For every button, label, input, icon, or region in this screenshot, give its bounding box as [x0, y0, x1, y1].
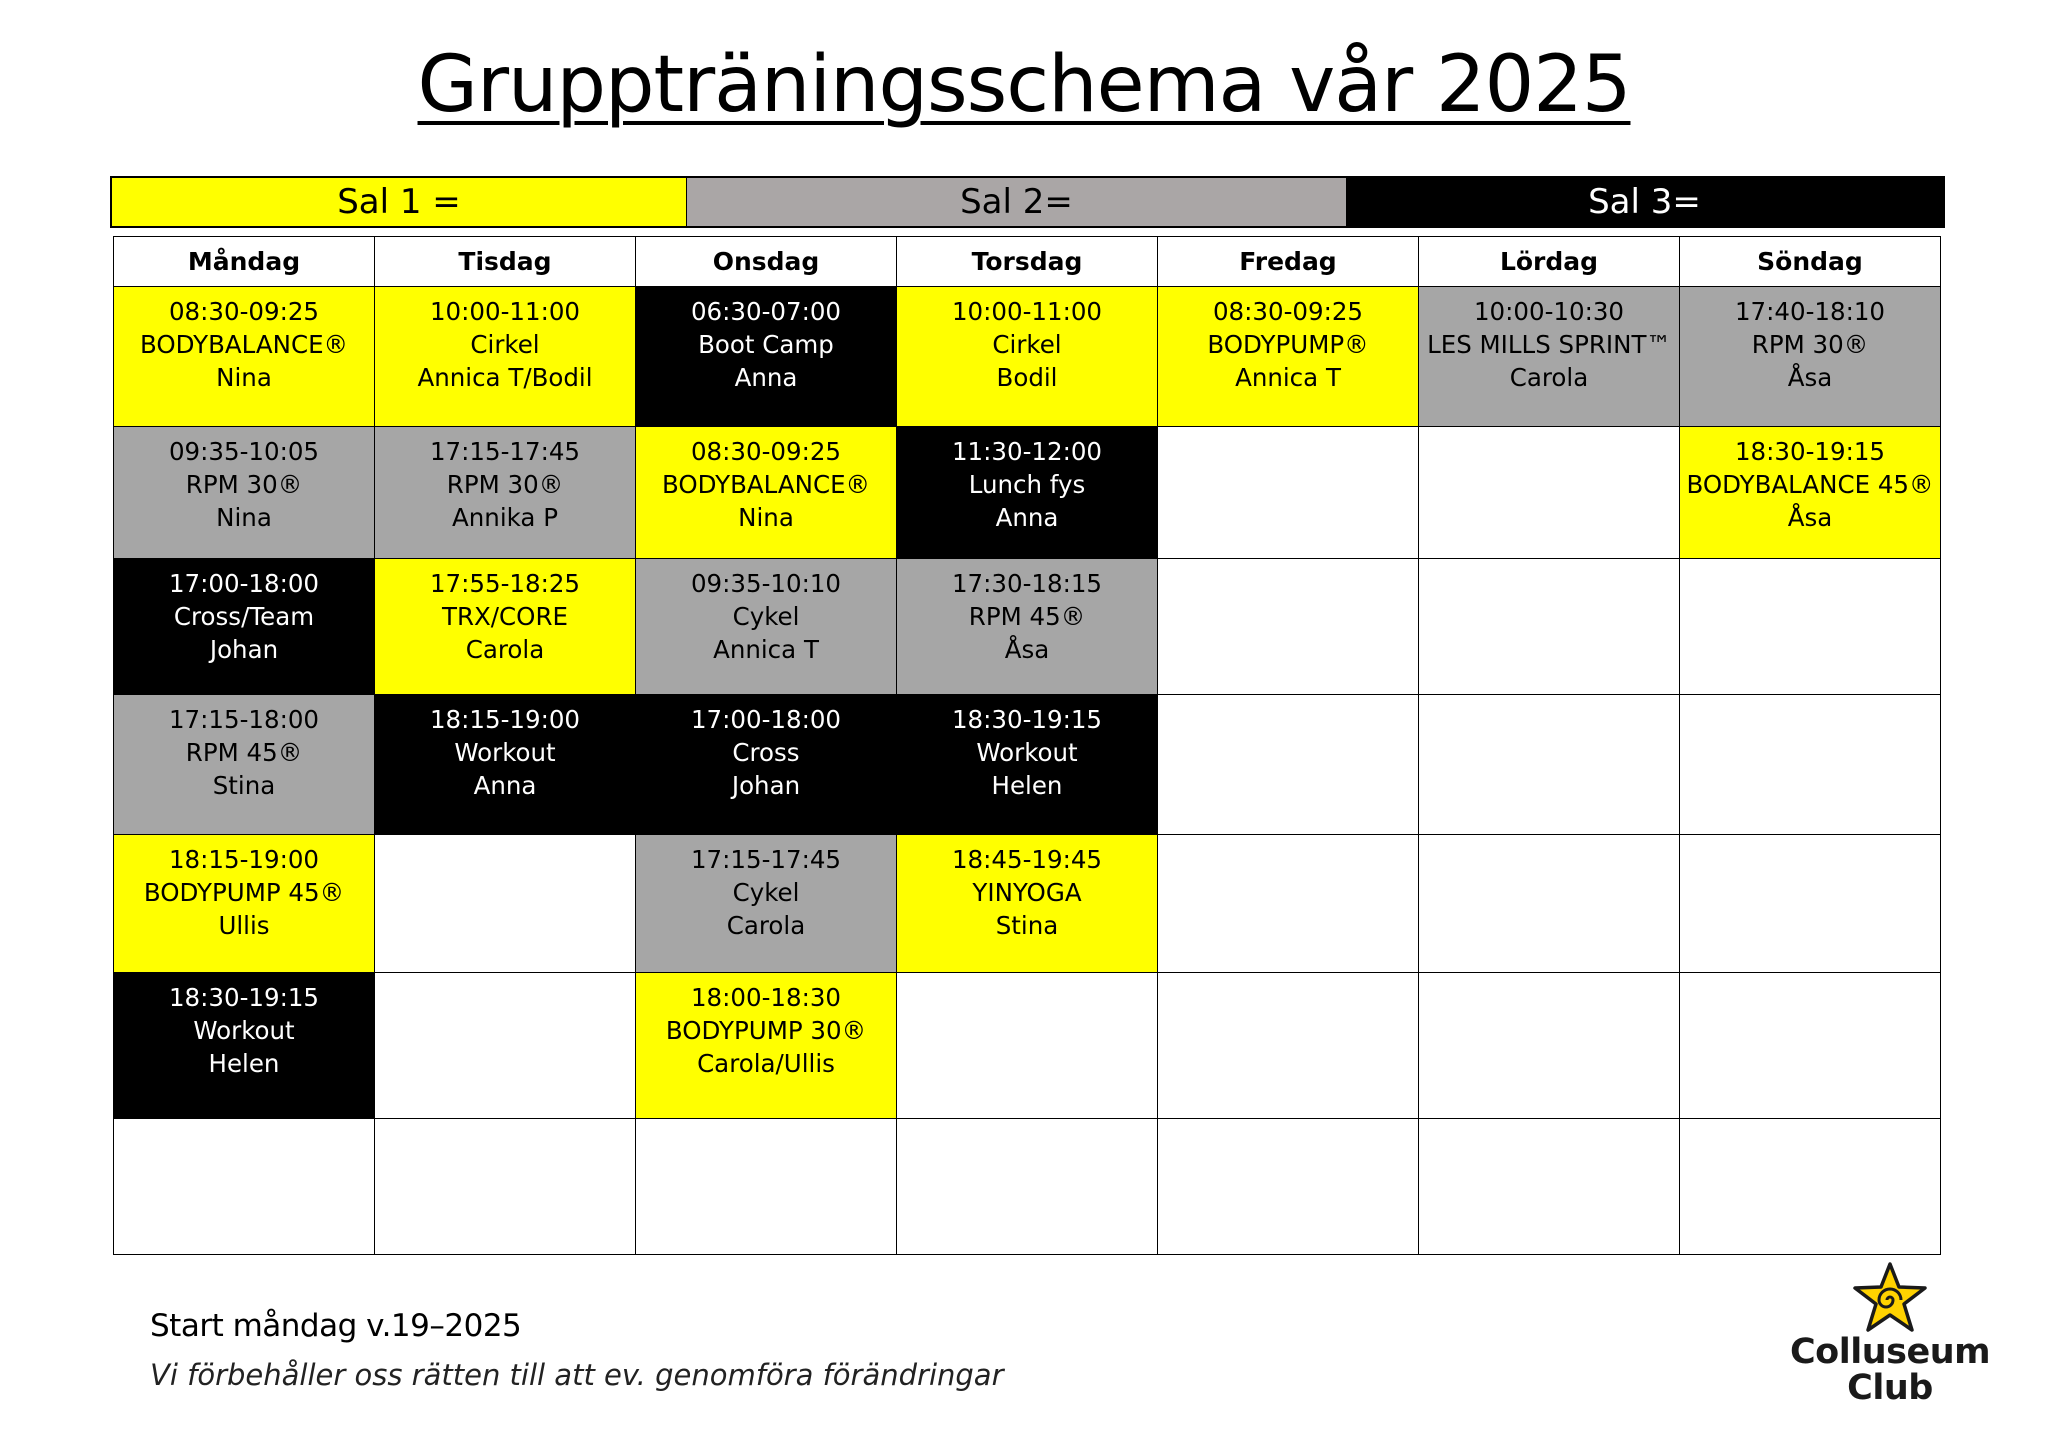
class-name: TRX/CORE [442, 602, 568, 631]
class-instructor: Helen [208, 1049, 280, 1078]
logo-text-line1: Colluseum [1790, 1332, 1991, 1372]
class-time: 17:00-18:00 [690, 705, 842, 734]
empty-cell [375, 835, 636, 973]
class-time: 18:30-19:15 [168, 983, 320, 1012]
class-name: BODYBALANCE 45® [1686, 470, 1934, 499]
class-cell [636, 973, 897, 1119]
class-cell [897, 695, 1158, 835]
class-time: 18:45-19:45 [951, 845, 1103, 874]
class-time: 09:35-10:05 [168, 437, 320, 466]
schedule-row [114, 1119, 1941, 1255]
class-time: 18:15-19:00 [168, 845, 320, 874]
class-cell [114, 559, 375, 695]
class-instructor: Carola/Ullis [697, 1049, 835, 1078]
club-logo [1790, 1262, 1990, 1406]
day-header-row [114, 237, 1941, 287]
class-time: 08:30-09:25 [1212, 297, 1364, 326]
empty-cell [1158, 835, 1419, 973]
class-instructor: Annika P [452, 503, 558, 532]
schedule-row [114, 695, 1941, 835]
class-instructor: Åsa [1787, 363, 1833, 392]
class-time: 17:55-18:25 [429, 569, 581, 598]
disclaimer-text: Vi förbehåller oss rätten till att ev. genomföra förändringar [150, 1358, 1004, 1392]
class-time: 11:30-12:00 [951, 437, 1103, 466]
empty-cell [1680, 973, 1941, 1119]
class-instructor: Nina [738, 503, 794, 532]
class-name: Boot Camp [698, 330, 834, 359]
empty-cell [1158, 1119, 1419, 1255]
empty-cell [1158, 559, 1419, 695]
class-cell [114, 973, 375, 1119]
room-legend [110, 176, 1945, 228]
class-instructor: Anna [995, 503, 1059, 532]
schedule-row [114, 427, 1941, 559]
class-name: BODYPUMP 30® [665, 1016, 867, 1045]
class-cell [1158, 287, 1419, 427]
legend-sal-3: Sal 3= [1346, 178, 1943, 226]
class-name: BODYPUMP® [1207, 330, 1369, 359]
class-cell [114, 427, 375, 559]
class-cell [636, 835, 897, 973]
empty-cell [897, 1119, 1158, 1255]
class-time: 10:00-10:30 [1473, 297, 1625, 326]
day-header-monday: Måndag [114, 237, 375, 287]
class-time: 10:00-11:00 [429, 297, 581, 326]
class-cell [114, 835, 375, 973]
class-cell [897, 835, 1158, 973]
class-name: Lunch fys [968, 470, 1086, 499]
class-instructor: Stina [995, 911, 1059, 940]
class-instructor: Nina [216, 503, 272, 532]
class-time: 18:30-19:15 [1734, 437, 1886, 466]
start-date-text: Start måndag v.19–2025 [150, 1308, 522, 1344]
empty-cell [1419, 973, 1680, 1119]
day-header-tuesday: Tisdag [375, 237, 636, 287]
class-instructor: Annica T/Bodil [417, 363, 593, 392]
class-instructor: Åsa [1004, 635, 1050, 664]
legend-sal-2: Sal 2= [687, 178, 1346, 226]
class-time: 18:00-18:30 [690, 983, 842, 1012]
class-name: Workout [976, 738, 1078, 767]
class-cell [1419, 287, 1680, 427]
class-time: 08:30-09:25 [168, 297, 320, 326]
class-instructor: Annica T [1235, 363, 1341, 392]
empty-cell [897, 973, 1158, 1119]
empty-cell [1680, 835, 1941, 973]
class-name: BODYBALANCE® [139, 330, 349, 359]
class-time: 10:00-11:00 [951, 297, 1103, 326]
class-cell [375, 559, 636, 695]
schedule-row [114, 973, 1941, 1119]
class-cell [897, 559, 1158, 695]
class-cell [375, 695, 636, 835]
class-name: Cirkel [470, 330, 540, 359]
class-name: RPM 30® [446, 470, 564, 499]
schedule-row [114, 287, 1941, 427]
logo-text-line2: Club [1847, 1368, 1933, 1408]
class-cell [114, 695, 375, 835]
day-header-sunday: Söndag [1680, 237, 1941, 287]
class-cell [636, 695, 897, 835]
day-header-friday: Fredag [1158, 237, 1419, 287]
class-time: 17:00-18:00 [168, 569, 320, 598]
class-time: 17:40-18:10 [1734, 297, 1886, 326]
day-header-wednesday: Onsdag [636, 237, 897, 287]
class-name: BODYPUMP 45® [143, 878, 345, 907]
class-cell [897, 427, 1158, 559]
empty-cell [1680, 1119, 1941, 1255]
class-cell [114, 287, 375, 427]
schedule-table [113, 236, 1941, 1255]
empty-cell [375, 973, 636, 1119]
empty-cell [375, 1119, 636, 1255]
class-name: Cross [732, 738, 800, 767]
class-name: Cykel [732, 878, 800, 907]
class-instructor: Annica T [713, 635, 819, 664]
class-instructor: Carola [465, 635, 545, 664]
empty-cell [1419, 427, 1680, 559]
class-name: RPM 45® [185, 738, 303, 767]
class-cell [897, 287, 1158, 427]
empty-cell [1680, 695, 1941, 835]
class-cell [1680, 427, 1941, 559]
class-cell [636, 287, 897, 427]
empty-cell [1419, 695, 1680, 835]
class-instructor: Bodil [996, 363, 1058, 392]
empty-cell [1419, 559, 1680, 695]
day-header-saturday: Lördag [1419, 237, 1680, 287]
empty-cell [1680, 559, 1941, 695]
schedule-row [114, 835, 1941, 973]
page-title: Gruppträningsschema vår 2025 [417, 40, 1631, 130]
schedule-row [114, 559, 1941, 695]
class-instructor: Nina [216, 363, 272, 392]
class-time: 08:30-09:25 [690, 437, 842, 466]
class-cell [375, 427, 636, 559]
class-name: Cykel [732, 602, 800, 631]
class-cell [375, 287, 636, 427]
class-time: 09:35-10:10 [690, 569, 842, 598]
class-cell [1680, 287, 1941, 427]
class-name: YINYOGA [972, 878, 1082, 907]
class-instructor: Carola [726, 911, 806, 940]
empty-cell [1158, 973, 1419, 1119]
class-name: RPM 30® [185, 470, 303, 499]
class-time: 17:15-17:45 [429, 437, 581, 466]
class-time: 06:30-07:00 [690, 297, 842, 326]
class-time: 18:30-19:15 [951, 705, 1103, 734]
class-cell [636, 427, 897, 559]
class-instructor: Carola [1509, 363, 1589, 392]
class-name: RPM 30® [1751, 330, 1869, 359]
class-instructor: Anna [473, 771, 537, 800]
class-time: 17:15-18:00 [168, 705, 320, 734]
class-instructor: Åsa [1787, 503, 1833, 532]
class-name: Workout [454, 738, 556, 767]
empty-cell [1158, 427, 1419, 559]
empty-cell [114, 1119, 375, 1255]
class-instructor: Johan [209, 635, 279, 664]
class-name: Workout [193, 1016, 295, 1045]
class-name: Cross/Team [173, 602, 315, 631]
empty-cell [1158, 695, 1419, 835]
empty-cell [1419, 1119, 1680, 1255]
empty-cell [1419, 835, 1680, 973]
legend-sal-1: Sal 1 = [112, 178, 687, 226]
class-instructor: Johan [731, 771, 801, 800]
empty-cell [636, 1119, 897, 1255]
class-instructor: Helen [991, 771, 1063, 800]
class-cell [636, 559, 897, 695]
class-time: 17:15-17:45 [690, 845, 842, 874]
star-sun-icon [1851, 1262, 1929, 1334]
class-name: BODYBALANCE® [661, 470, 871, 499]
class-time: 17:30-18:15 [951, 569, 1103, 598]
day-header-thursday: Torsdag [897, 237, 1158, 287]
class-instructor: Ullis [218, 911, 270, 940]
class-name: Cirkel [992, 330, 1062, 359]
class-name: RPM 45® [968, 602, 1086, 631]
class-instructor: Stina [212, 771, 276, 800]
class-name: LES MILLS SPRINT™ [1427, 330, 1671, 359]
class-time: 18:15-19:00 [429, 705, 581, 734]
class-instructor: Anna [734, 363, 798, 392]
